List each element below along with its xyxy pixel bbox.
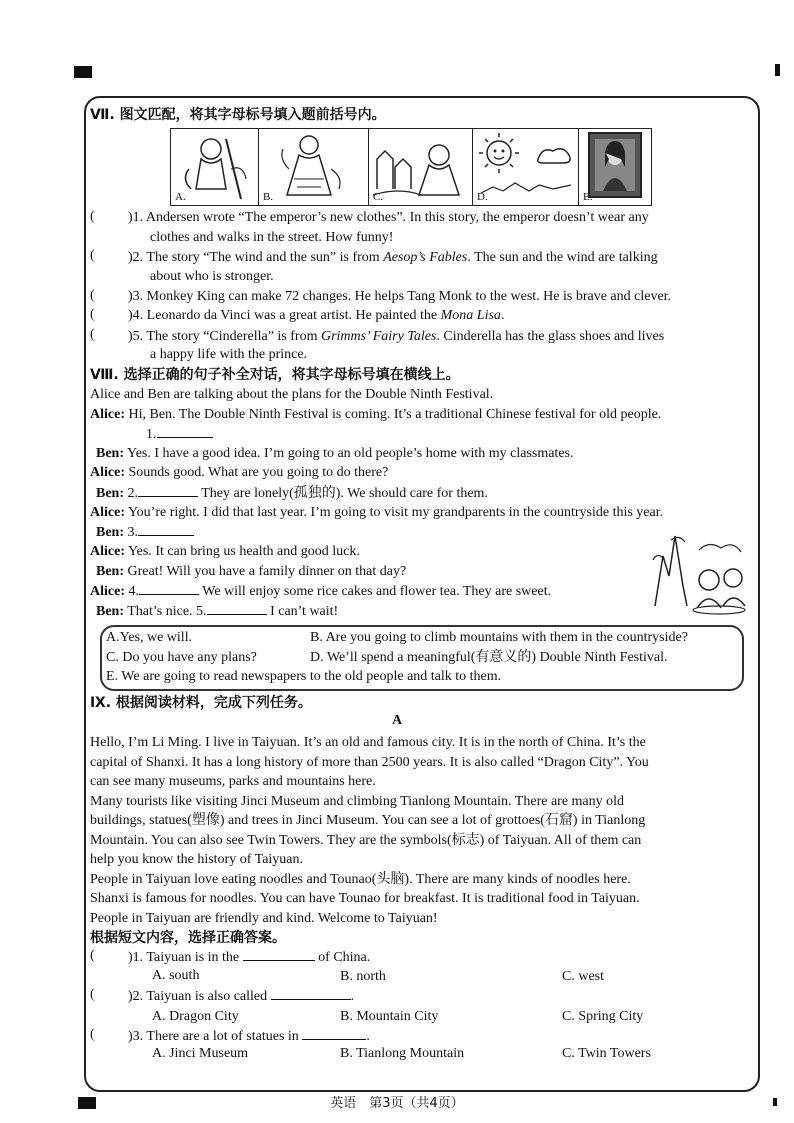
speaker-ben: Ben: — [96, 564, 124, 579]
section8-title: Ⅷ. 选择正确的句子补全对话，将其字母标号填在横线上。 — [90, 367, 460, 383]
cinderella-icon — [259, 129, 369, 205]
dialog-line-11 — [96, 602, 338, 621]
reading-passage — [90, 733, 748, 928]
dialog-blank-1 — [146, 425, 213, 444]
choice-b[interactable]: B. north — [340, 969, 386, 984]
dialog-text: Great! Will you have a family dinner on that day? — [127, 564, 407, 579]
dialog-text: Hi, Ben. The Double Ninth Festival is coming. It’s a traditional Chinese festival for old people. — [128, 407, 662, 422]
answer-paren[interactable]: ( — [90, 327, 95, 342]
blank-number: 4. — [128, 584, 139, 599]
page-footer: 英语 第3页（共4页） — [330, 1096, 464, 1111]
dialog-text: Yes. I have a good idea. I’m going to an old people’s home with my classmates. — [126, 446, 574, 461]
match-item-5-line2: a happy life with the prince. — [150, 347, 308, 362]
choice-c[interactable]: C. Twin Towers — [562, 1046, 651, 1061]
dialog-line-3 — [96, 445, 573, 463]
match-item-2 — [128, 249, 658, 267]
item-text: . Cinderella has the glass shoes and lives — [436, 329, 665, 344]
blank-number: 1. — [146, 427, 157, 442]
painting-title: Mona Lisa — [440, 308, 501, 323]
speaker-alice: Alice: — [90, 505, 125, 520]
picture-c-label: C. — [373, 191, 384, 203]
picture-e — [578, 128, 652, 206]
passage-line: Shanxi is famous for noodles. You can have Tounao for breakfast. It is traditional food in Taiyuan. — [90, 891, 640, 906]
dialog-text: You’re right. I did that last year. I’m going to visit my grandparents in the countryside this year. — [127, 505, 664, 520]
speaker-ben: Ben: — [96, 604, 124, 619]
speaker-alice: Alice: — [90, 407, 125, 422]
section9-title: Ⅸ. 根据阅读材料，完成下列任务。 — [90, 695, 312, 711]
question-stem: of China. — [314, 950, 371, 965]
book-title: Grimms’ Fairy Tales — [320, 329, 437, 344]
emperor-castle-icon — [369, 129, 473, 205]
picture-a-label: A. — [175, 191, 186, 203]
passage-line: capital of Shanxi. It has a long history of more than 2500 years. It is also called “Dragon City”. You — [90, 754, 649, 770]
passage-line: can see many museums, parks and mountains here. — [90, 774, 376, 789]
option-b: B. Are you going to climb mountains with them in the countryside? — [310, 630, 688, 645]
dialog-text: They are lonely(孤独的). We should care for them. — [198, 486, 488, 501]
answer-blank[interactable] — [138, 484, 198, 497]
answer-blank[interactable] — [243, 948, 315, 961]
sun-wind-icon — [473, 129, 579, 205]
item-number: )5. — [128, 329, 144, 344]
speaker-ben: Ben: — [96, 446, 124, 461]
question-stem: Taiyuan is also called — [146, 989, 271, 1004]
question-stem: Taiyuan is in the — [146, 950, 243, 965]
passage-line: Mountain. You can also see Twin Towers. They are the symbols(标志) of Taiyuan. All of them can — [90, 832, 642, 848]
choice-c[interactable]: C. Spring City — [562, 1009, 644, 1024]
answer-paren[interactable]: ( — [90, 987, 95, 1002]
dialog-line-4 — [90, 464, 388, 482]
answer-blank[interactable] — [138, 523, 194, 536]
passage-line: buildings, statues(塑像) and trees in Jinci Museum. You can see a lot of grottoes(石窟) in Tianlong — [90, 813, 646, 828]
dialog-line-8 — [90, 543, 360, 561]
answer-paren[interactable]: ( — [90, 307, 95, 322]
picture-b — [258, 128, 370, 206]
passage-line: help you know the history of Taiyuan. — [90, 852, 304, 867]
item-text: The story “Cinderella” is from — [146, 329, 321, 344]
question-stem: . — [366, 1029, 370, 1044]
match-item-3 — [128, 288, 671, 306]
question-number: )2. — [128, 989, 144, 1004]
blank-number: 3. — [127, 525, 138, 540]
speaker-alice: Alice: — [90, 584, 125, 599]
item-text: Leonardo da Vinci was a great artist. He painted the — [146, 308, 441, 323]
dialog-line-10 — [90, 582, 551, 601]
match-item-2-line2: about who is stronger. — [150, 269, 274, 284]
question-stem: There are a lot of statues in — [146, 1029, 303, 1044]
reading-instruction: 根据短文内容，选择正确答案。 — [90, 930, 286, 946]
picture-e-label: E. — [583, 191, 593, 203]
question-number: )1. — [128, 950, 144, 965]
item-text: Monkey King can make 72 changes. He helps Tang Monk to the west. He is brave and clever. — [146, 289, 672, 304]
dialog-text: I can’t wait! — [266, 604, 339, 619]
option-c: C. Do you have any plans? — [106, 650, 257, 665]
answer-paren[interactable]: ( — [90, 948, 95, 963]
option-e: E. We are going to read newspapers to the old people and talk to them. — [106, 669, 502, 684]
choice-b[interactable]: B. Mountain City — [340, 1009, 439, 1024]
picture-d — [472, 128, 580, 206]
reading-question-3 — [128, 1027, 370, 1046]
item-text: . The sun and the wind are talking — [467, 250, 658, 265]
picture-d-label: D. — [477, 191, 488, 203]
answer-blank[interactable] — [139, 582, 199, 595]
answer-blank[interactable] — [271, 987, 351, 1000]
dialog-line-9 — [96, 563, 406, 581]
picture-c — [368, 128, 474, 206]
reading-question-2 — [128, 987, 354, 1006]
speaker-ben: Ben: — [96, 486, 124, 501]
choice-c[interactable]: C. west — [562, 969, 604, 984]
dialog-text: Sounds good. What are you going to do there? — [128, 465, 389, 480]
answer-paren[interactable]: ( — [90, 248, 95, 263]
answer-blank[interactable] — [207, 602, 267, 615]
answer-paren[interactable]: ( — [90, 209, 95, 224]
blank-number: 2. — [127, 486, 138, 501]
choice-b[interactable]: B. Tianlong Mountain — [340, 1046, 465, 1061]
match-item-1 — [128, 209, 748, 227]
question-stem: . — [350, 989, 355, 1004]
section7-title: Ⅶ. 图文匹配，将其字母标号填入题前括号内。 — [90, 107, 386, 123]
double-ninth-festival-icon — [645, 526, 749, 616]
match-item-5 — [128, 328, 664, 346]
passage-line: Many tourists like visiting Jinci Museum and climbing Tianlong Mountain. There are many old — [90, 793, 625, 809]
registration-mark-top-left — [74, 66, 92, 78]
blank-number: That’s nice. 5. — [127, 604, 207, 619]
reading-question-1 — [128, 948, 370, 967]
dialog-line-1 — [90, 406, 661, 424]
passage-line: Hello, I’m Li Ming. I live in Taiyuan. It’s an old and famous city. It is in the north of China. It’s the — [90, 735, 646, 750]
item-number: )3. — [128, 289, 144, 304]
option-d: D. We’ll spend a meaningful(有意义的) Double Ninth Festival. — [310, 650, 668, 665]
dialog-line-5 — [96, 484, 488, 503]
answer-blank[interactable] — [157, 425, 213, 438]
item-number: )2. — [128, 250, 144, 265]
choice-a[interactable]: A. Jinci Museum — [152, 1046, 249, 1061]
item-text: The story “The wind and the sun” is from — [146, 250, 384, 265]
registration-mark-top-right — [775, 64, 780, 76]
festival-illustration — [645, 526, 749, 616]
dialog-line-7 — [96, 523, 194, 542]
item-text: . — [500, 308, 505, 323]
passage-line: People in Taiyuan love eating noodles and Tounao(头脑). There are many kinds of noodles here. — [90, 871, 631, 887]
item-number: )4. — [128, 308, 144, 323]
speaker-ben: Ben: — [96, 525, 124, 540]
dialog-line-6 — [90, 504, 663, 522]
answer-blank[interactable] — [302, 1027, 366, 1040]
choice-a[interactable]: A. Dragon City — [152, 1009, 239, 1024]
picture-a — [170, 128, 260, 206]
picture-b-label: B. — [263, 191, 274, 203]
choice-a[interactable]: A. south — [152, 968, 200, 983]
speaker-alice: Alice: — [90, 465, 125, 480]
speaker-alice: Alice: — [90, 544, 125, 559]
passage-label: A — [391, 713, 403, 728]
match-item-1-line2: clothes and walks in the street. How funny! — [150, 230, 394, 245]
answer-paren[interactable]: ( — [90, 288, 95, 303]
answer-paren[interactable]: ( — [90, 1027, 95, 1042]
option-a: A.Yes, we will. — [106, 630, 193, 645]
dialog-text: We will enjoy some rice cakes and flower tea. They are sweet. — [198, 584, 552, 599]
question-number: )3. — [128, 1029, 144, 1044]
book-title: Aesop’s Fables — [383, 250, 468, 265]
item-number: )1. — [128, 210, 144, 225]
item-text: Andersen wrote “The emperor’s new clothes”. In this story, the emperor doesn’t wear any — [145, 210, 649, 225]
match-item-4 — [128, 307, 504, 325]
dialog-text: Yes. It can bring us health and good luck. — [127, 544, 360, 559]
dialog-intro: Alice and Ben are talking about the plans for the Double Ninth Festival. — [90, 387, 494, 402]
passage-line: People in Taiyuan are friendly and kind. Welcome to Taiyuan! — [90, 910, 438, 926]
